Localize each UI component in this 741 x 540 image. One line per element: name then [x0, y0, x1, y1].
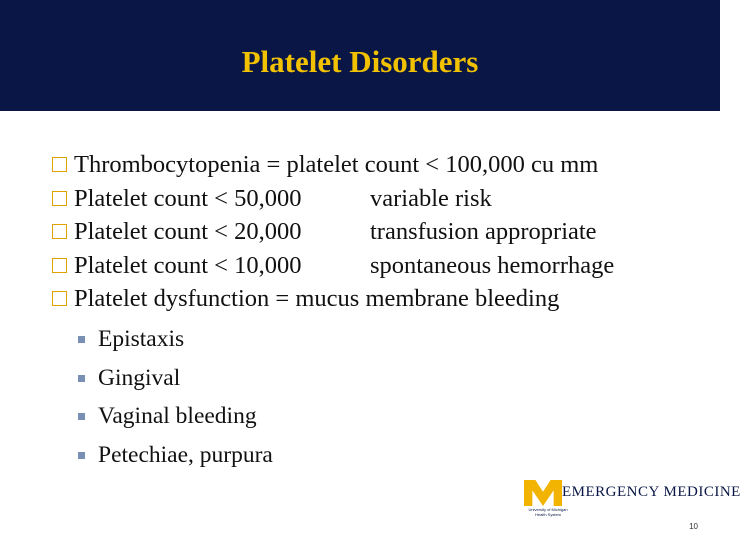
square-bullet-icon [78, 452, 85, 459]
checkbox-bullet-icon [52, 291, 67, 306]
sub-bullet-item [78, 436, 478, 475]
square-bullet-icon [78, 375, 85, 382]
bullet-text: Platelet count < 10,000 [74, 251, 302, 279]
checkbox-bullet-icon [52, 191, 67, 206]
logo-text: EMERGENCY MEDICINE [562, 484, 741, 500]
bullet-detail: transfusion appropriate [370, 218, 597, 246]
sub-bullet-item [78, 359, 478, 398]
bullet-text: Platelet count < 20,000 [74, 218, 302, 246]
sub-bullet-text: Petechiae, purpura [98, 441, 273, 468]
bullet-list [52, 148, 712, 316]
block-m-icon [524, 480, 562, 506]
sub-bullet-text: Gingival [98, 364, 181, 391]
sub-bullet-list [78, 320, 478, 474]
bullet-item [52, 215, 712, 249]
page-number: 10 [689, 522, 698, 531]
square-bullet-icon [78, 413, 85, 420]
sub-bullet-text: Epistaxis [98, 326, 185, 352]
square-bullet-icon [78, 336, 85, 343]
emergency-medicine-logo [524, 480, 741, 520]
checkbox-bullet-icon [52, 224, 67, 239]
bullet-detail: spontaneous hemorrhage [370, 251, 615, 279]
logo-subtext: University of Michigan Health System [528, 507, 568, 517]
bullet-item [52, 182, 712, 216]
bullet-text: Platelet count < 50,000 [74, 184, 302, 212]
bullet-detail: variable risk [370, 184, 492, 212]
checkbox-bullet-icon [52, 258, 67, 273]
sub-bullet-item [78, 320, 478, 359]
sub-bullet-item [78, 397, 478, 436]
bullet-item [52, 249, 712, 283]
bullet-item [52, 282, 712, 316]
bullet-text: Platelet dysfunction = mucus membrane bleeding [74, 285, 560, 313]
slide-title: Platelet Disorders [241, 44, 479, 79]
checkbox-bullet-icon [52, 157, 67, 172]
sub-bullet-text: Vaginal bleeding [98, 403, 257, 429]
bullet-item [52, 148, 712, 182]
bullet-text: Thrombocytopenia = platelet count < 100,000 cu mm [74, 151, 599, 178]
